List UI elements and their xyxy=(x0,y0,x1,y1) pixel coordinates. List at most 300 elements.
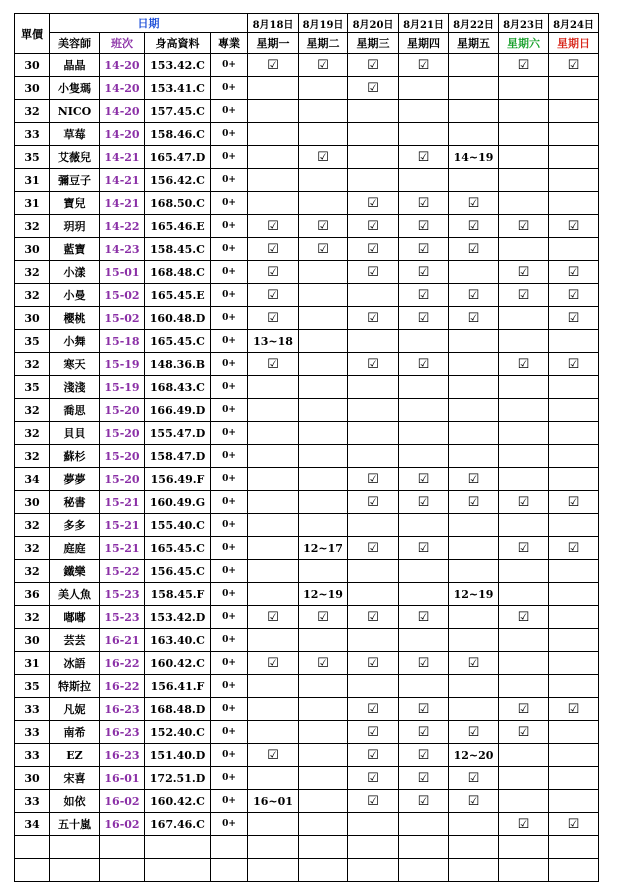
day-cell xyxy=(449,675,499,698)
shift-cell: 14-20 xyxy=(100,77,145,100)
checkbox-checked-icon: ☑ xyxy=(467,287,480,303)
day-cell xyxy=(248,675,299,698)
table-row xyxy=(15,859,599,882)
table-row xyxy=(15,583,599,606)
day-cell xyxy=(399,836,449,859)
price-cell: 30 xyxy=(15,54,50,77)
day-cell xyxy=(399,813,449,836)
day-cell xyxy=(499,468,549,491)
height-data-cell: 158.46.C xyxy=(145,123,211,146)
day-cell xyxy=(549,514,599,537)
weekday-cell: 星期一 xyxy=(248,33,299,54)
day-cell xyxy=(549,652,599,675)
day-cell xyxy=(248,307,299,330)
stylist-name-cell: NICO xyxy=(50,100,100,123)
day-cell xyxy=(499,836,549,859)
stylist-name-cell: 庭庭 xyxy=(50,537,100,560)
day-cell xyxy=(449,100,499,123)
shift-cell: 15-18 xyxy=(100,330,145,353)
day-cell xyxy=(348,284,399,307)
shift-cell: 15-21 xyxy=(100,514,145,537)
skill-header: 專業 xyxy=(211,33,248,54)
weekday-cell: 星期四 xyxy=(399,33,449,54)
checkbox-checked-icon: ☑ xyxy=(417,356,430,372)
checkbox-checked-icon: ☑ xyxy=(567,494,580,510)
day-cell xyxy=(399,675,449,698)
checkbox-checked-icon: ☑ xyxy=(367,701,379,717)
day-cell xyxy=(248,123,299,146)
checkbox-checked-icon: ☑ xyxy=(467,241,480,257)
checkbox-checked-icon: ☑ xyxy=(367,747,379,763)
checkbox-checked-icon: ☑ xyxy=(267,57,279,73)
shift-cell: 15-23 xyxy=(100,606,145,629)
table-row xyxy=(15,744,599,767)
day-cell xyxy=(248,468,299,491)
shift-cell: 16-23 xyxy=(100,698,145,721)
day-cell xyxy=(499,353,549,376)
skill-cell: 0+ xyxy=(211,629,248,652)
day-cell xyxy=(348,721,399,744)
shift-cell: 14-21 xyxy=(100,146,145,169)
checkbox-checked-icon: ☑ xyxy=(367,793,379,809)
stylist-name-cell: 小舞 xyxy=(50,330,100,353)
checkbox-checked-icon: ☑ xyxy=(517,494,530,510)
shift-cell: 16-02 xyxy=(100,813,145,836)
day-cell xyxy=(399,767,449,790)
day-cell xyxy=(248,238,299,261)
skill-cell: 0+ xyxy=(211,192,248,215)
day-cell xyxy=(549,146,599,169)
day-cell xyxy=(348,537,399,560)
price-cell: 32 xyxy=(15,445,50,468)
day-cell xyxy=(348,307,399,330)
day-cell xyxy=(399,54,449,77)
day-cell xyxy=(399,491,449,514)
day-cell xyxy=(248,54,299,77)
weekday-cell-saturday: 星期六 xyxy=(499,33,549,54)
table-row xyxy=(15,123,599,146)
checkbox-checked-icon: ☑ xyxy=(417,747,430,763)
day-cell xyxy=(549,629,599,652)
checkbox-checked-icon: ☑ xyxy=(567,356,580,372)
day-cell xyxy=(348,215,399,238)
shift-cell: 15-20 xyxy=(100,399,145,422)
stylist-name-cell: 芸芸 xyxy=(50,629,100,652)
day-cell xyxy=(499,767,549,790)
weekday-cell: 星期二 xyxy=(299,33,348,54)
day-cell xyxy=(399,399,449,422)
checkbox-checked-icon: ☑ xyxy=(417,195,430,211)
day-cell xyxy=(348,261,399,284)
stylist-name-cell: 草莓 xyxy=(50,123,100,146)
price-cell: 30 xyxy=(15,767,50,790)
checkbox-checked-icon: ☑ xyxy=(367,264,379,280)
day-cell xyxy=(549,675,599,698)
day-cell xyxy=(348,192,399,215)
price-cell: 33 xyxy=(15,123,50,146)
skill-cell: 0+ xyxy=(211,468,248,491)
day-cell xyxy=(299,790,348,813)
day-cell xyxy=(449,307,499,330)
day-cell xyxy=(248,215,299,238)
day-cell xyxy=(399,284,449,307)
day-cell xyxy=(499,77,549,100)
day-cell xyxy=(549,583,599,606)
day-cell xyxy=(499,284,549,307)
checkbox-checked-icon: ☑ xyxy=(467,655,480,671)
shift-cell: 15-20 xyxy=(100,422,145,445)
day-cell xyxy=(449,284,499,307)
table-row xyxy=(15,652,599,675)
checkbox-checked-icon: ☑ xyxy=(417,655,430,671)
height-data-cell: 156.42.C xyxy=(145,169,211,192)
day-cell xyxy=(549,790,599,813)
day-cell xyxy=(449,238,499,261)
day-cell xyxy=(549,560,599,583)
day-cell xyxy=(348,491,399,514)
day-cell xyxy=(248,284,299,307)
price-header: 單價 xyxy=(15,14,50,54)
price-cell: 36 xyxy=(15,583,50,606)
stylist-name-cell: 寒天 xyxy=(50,353,100,376)
checkbox-checked-icon: ☑ xyxy=(267,747,279,763)
header-row-dates xyxy=(15,14,599,33)
checkbox-checked-icon: ☑ xyxy=(267,218,279,234)
day-cell xyxy=(549,767,599,790)
checkbox-checked-icon: ☑ xyxy=(517,701,530,717)
checkbox-checked-icon: ☑ xyxy=(417,793,430,809)
day-cell xyxy=(399,744,449,767)
day-cell xyxy=(348,675,399,698)
height-data-cell: 148.36.B xyxy=(145,353,211,376)
day-cell xyxy=(549,261,599,284)
height-data-cell: 168.48.D xyxy=(145,698,211,721)
day-cell xyxy=(549,445,599,468)
day-cell xyxy=(449,790,499,813)
day-cell xyxy=(299,652,348,675)
skill-cell: 0+ xyxy=(211,353,248,376)
height-data-cell: 160.48.D xyxy=(145,307,211,330)
stylist-name-cell: EZ xyxy=(50,744,100,767)
day-cell xyxy=(299,445,348,468)
skill-cell: 0+ xyxy=(211,330,248,353)
day-cell xyxy=(348,54,399,77)
stylist-name-cell: 喬思 xyxy=(50,399,100,422)
day-cell xyxy=(248,583,299,606)
table-row xyxy=(15,790,599,813)
table-row xyxy=(15,491,599,514)
skill-cell: 0+ xyxy=(211,422,248,445)
checkbox-checked-icon: ☑ xyxy=(467,793,480,809)
day-cell xyxy=(248,744,299,767)
checkbox-checked-icon: ☑ xyxy=(317,57,329,73)
price-cell: 30 xyxy=(15,77,50,100)
price-cell: 31 xyxy=(15,192,50,215)
height-data-cell: 153.42.C xyxy=(145,54,211,77)
day-cell xyxy=(248,77,299,100)
day-cell xyxy=(499,675,549,698)
day-cell xyxy=(348,514,399,537)
shift-cell: 15-21 xyxy=(100,537,145,560)
day-cell xyxy=(499,721,549,744)
day-cell xyxy=(348,698,399,721)
skill-cell: 0+ xyxy=(211,606,248,629)
day-cell xyxy=(449,330,499,353)
weekday-cell-sunday: 星期日 xyxy=(549,33,599,54)
day-cell xyxy=(299,859,348,882)
shift-cell: 15-23 xyxy=(100,583,145,606)
day-cell xyxy=(399,514,449,537)
stylist-name-cell: 宋喜 xyxy=(50,767,100,790)
checkbox-checked-icon: ☑ xyxy=(567,540,580,556)
day-cell xyxy=(499,583,549,606)
day-cell xyxy=(248,537,299,560)
table-row xyxy=(15,169,599,192)
height-data-cell: 152.40.C xyxy=(145,721,211,744)
stylist-header: 美容師 xyxy=(50,33,100,54)
day-cell xyxy=(299,721,348,744)
price-cell: 31 xyxy=(15,652,50,675)
day-cell xyxy=(299,399,348,422)
checkbox-checked-icon: ☑ xyxy=(467,770,480,786)
shift-cell: 16-23 xyxy=(100,744,145,767)
day-cell xyxy=(299,813,348,836)
table-row xyxy=(15,192,599,215)
day-cell xyxy=(348,238,399,261)
day-cell xyxy=(499,813,549,836)
day-cell xyxy=(348,376,399,399)
day-cell xyxy=(499,307,549,330)
skill-cell: 0+ xyxy=(211,813,248,836)
date-cell: 8月18日 xyxy=(248,14,299,33)
checkbox-checked-icon: ☑ xyxy=(367,218,379,234)
checkbox-checked-icon: ☑ xyxy=(267,310,279,326)
checkbox-checked-icon: ☑ xyxy=(367,241,379,257)
shift-cell: 16-02 xyxy=(100,790,145,813)
day-cell xyxy=(348,767,399,790)
height-data-cell: 155.47.D xyxy=(145,422,211,445)
day-cell xyxy=(549,376,599,399)
price-cell: 33 xyxy=(15,744,50,767)
checkbox-checked-icon: ☑ xyxy=(267,264,279,280)
day-cell xyxy=(299,422,348,445)
skill-cell: 0+ xyxy=(211,721,248,744)
day-cell xyxy=(248,721,299,744)
price-cell: 30 xyxy=(15,238,50,261)
day-cell xyxy=(248,698,299,721)
checkbox-checked-icon: ☑ xyxy=(567,310,580,326)
skill-cell: 0+ xyxy=(211,491,248,514)
shift-cell xyxy=(100,859,145,882)
height-data-cell: 165.47.D xyxy=(145,146,211,169)
day-cell xyxy=(299,215,348,238)
day-cell xyxy=(399,629,449,652)
day-cell xyxy=(549,330,599,353)
day-cell xyxy=(348,399,399,422)
day-cell xyxy=(549,169,599,192)
day-cell xyxy=(248,813,299,836)
day-cell xyxy=(348,468,399,491)
checkbox-checked-icon: ☑ xyxy=(567,264,580,280)
price-cell: 30 xyxy=(15,307,50,330)
height-data-cell: 160.42.C xyxy=(145,790,211,813)
day-cell xyxy=(449,353,499,376)
shift-cell: 14-20 xyxy=(100,123,145,146)
day-cell xyxy=(248,261,299,284)
price-cell: 33 xyxy=(15,790,50,813)
skill-cell: 0+ xyxy=(211,376,248,399)
shift-cell: 15-01 xyxy=(100,261,145,284)
day-cell xyxy=(549,54,599,77)
price-cell xyxy=(15,836,50,859)
checkbox-checked-icon: ☑ xyxy=(517,57,530,73)
day-cell xyxy=(449,698,499,721)
checkbox-checked-icon: ☑ xyxy=(417,471,430,487)
day-cell xyxy=(499,698,549,721)
checkbox-checked-icon: ☑ xyxy=(367,356,379,372)
day-cell xyxy=(248,169,299,192)
day-cell xyxy=(399,445,449,468)
day-cell xyxy=(299,123,348,146)
table-row xyxy=(15,606,599,629)
day-cell xyxy=(499,123,549,146)
day-cell xyxy=(449,261,499,284)
price-cell: 32 xyxy=(15,261,50,284)
table-row xyxy=(15,560,599,583)
day-cell xyxy=(499,399,549,422)
day-cell xyxy=(499,790,549,813)
shift-cell: 14-21 xyxy=(100,192,145,215)
skill-cell: 0+ xyxy=(211,445,248,468)
day-cell xyxy=(449,123,499,146)
day-cell xyxy=(549,399,599,422)
height-data-cell: 151.40.D xyxy=(145,744,211,767)
day-cell xyxy=(399,330,449,353)
skill-cell: 0+ xyxy=(211,169,248,192)
day-cell xyxy=(399,859,449,882)
day-cell xyxy=(499,652,549,675)
checkbox-checked-icon: ☑ xyxy=(417,264,430,280)
stylist-name-cell: 蘇杉 xyxy=(50,445,100,468)
day-cell xyxy=(549,813,599,836)
checkbox-checked-icon: ☑ xyxy=(417,218,430,234)
shift-cell: 15-20 xyxy=(100,445,145,468)
day-cell xyxy=(499,537,549,560)
day-cell xyxy=(499,376,549,399)
height-data-cell: 168.48.C xyxy=(145,261,211,284)
checkbox-checked-icon: ☑ xyxy=(517,724,530,740)
checkbox-checked-icon: ☑ xyxy=(517,264,530,280)
checkbox-checked-icon: ☑ xyxy=(417,149,430,165)
checkbox-checked-icon: ☑ xyxy=(367,540,379,556)
day-cell xyxy=(399,422,449,445)
skill-cell: 0+ xyxy=(211,537,248,560)
skill-cell: 0+ xyxy=(211,307,248,330)
skill-cell: 0+ xyxy=(211,652,248,675)
day-cell: 14~19 xyxy=(449,146,499,169)
stylist-name-cell: 如依 xyxy=(50,790,100,813)
checkbox-checked-icon: ☑ xyxy=(417,287,430,303)
skill-cell xyxy=(211,859,248,882)
skill-cell: 0+ xyxy=(211,675,248,698)
day-cell xyxy=(449,721,499,744)
table-row xyxy=(15,813,599,836)
skill-cell: 0+ xyxy=(211,767,248,790)
stylist-name-cell: 多多 xyxy=(50,514,100,537)
price-cell: 35 xyxy=(15,330,50,353)
skill-cell: 0+ xyxy=(211,123,248,146)
table-row xyxy=(15,445,599,468)
day-cell xyxy=(299,330,348,353)
stylist-name-cell: 冰語 xyxy=(50,652,100,675)
day-cell xyxy=(348,859,399,882)
day-cell xyxy=(299,169,348,192)
day-cell xyxy=(499,146,549,169)
price-cell: 30 xyxy=(15,629,50,652)
stylist-name-cell xyxy=(50,859,100,882)
day-cell xyxy=(499,744,549,767)
shift-cell: 16-21 xyxy=(100,629,145,652)
table-row xyxy=(15,307,599,330)
day-cell xyxy=(348,560,399,583)
height-data-cell: 166.49.D xyxy=(145,399,211,422)
stylist-name-cell: 艾薇兒 xyxy=(50,146,100,169)
height-data-cell: 168.50.C xyxy=(145,192,211,215)
price-cell: 35 xyxy=(15,675,50,698)
day-cell xyxy=(549,284,599,307)
height-data-cell: 165.46.E xyxy=(145,215,211,238)
day-cell xyxy=(399,537,449,560)
day-cell xyxy=(549,721,599,744)
shift-cell: 15-21 xyxy=(100,491,145,514)
shift-header: 班次 xyxy=(100,33,145,54)
day-cell xyxy=(449,376,499,399)
height-data-cell: 165.45.C xyxy=(145,537,211,560)
checkbox-checked-icon: ☑ xyxy=(267,287,279,303)
day-cell xyxy=(248,629,299,652)
day-cell xyxy=(399,790,449,813)
day-cell xyxy=(549,698,599,721)
day-cell xyxy=(549,744,599,767)
price-cell: 34 xyxy=(15,813,50,836)
day-cell xyxy=(399,100,449,123)
stylist-name-cell: 南希 xyxy=(50,721,100,744)
day-cell xyxy=(499,54,549,77)
day-cell xyxy=(248,422,299,445)
stylist-name-cell: 夢夢 xyxy=(50,468,100,491)
height-data-cell: 165.45.E xyxy=(145,284,211,307)
checkbox-checked-icon: ☑ xyxy=(467,195,480,211)
date-cell: 8月19日 xyxy=(299,14,348,33)
day-cell xyxy=(399,606,449,629)
day-cell: 16~01 xyxy=(248,790,299,813)
height-data-cell: 165.45.C xyxy=(145,330,211,353)
height-data-header: 身高資料 xyxy=(145,33,211,54)
day-cell xyxy=(549,491,599,514)
price-cell: 34 xyxy=(15,468,50,491)
height-data-cell: 157.45.C xyxy=(145,100,211,123)
day-cell xyxy=(348,100,399,123)
checkbox-checked-icon: ☑ xyxy=(467,494,480,510)
day-cell xyxy=(499,859,549,882)
shift-cell xyxy=(100,836,145,859)
table-row xyxy=(15,836,599,859)
table-row xyxy=(15,77,599,100)
shift-cell: 14-23 xyxy=(100,238,145,261)
day-cell xyxy=(348,583,399,606)
day-cell xyxy=(449,468,499,491)
day-cell xyxy=(499,560,549,583)
